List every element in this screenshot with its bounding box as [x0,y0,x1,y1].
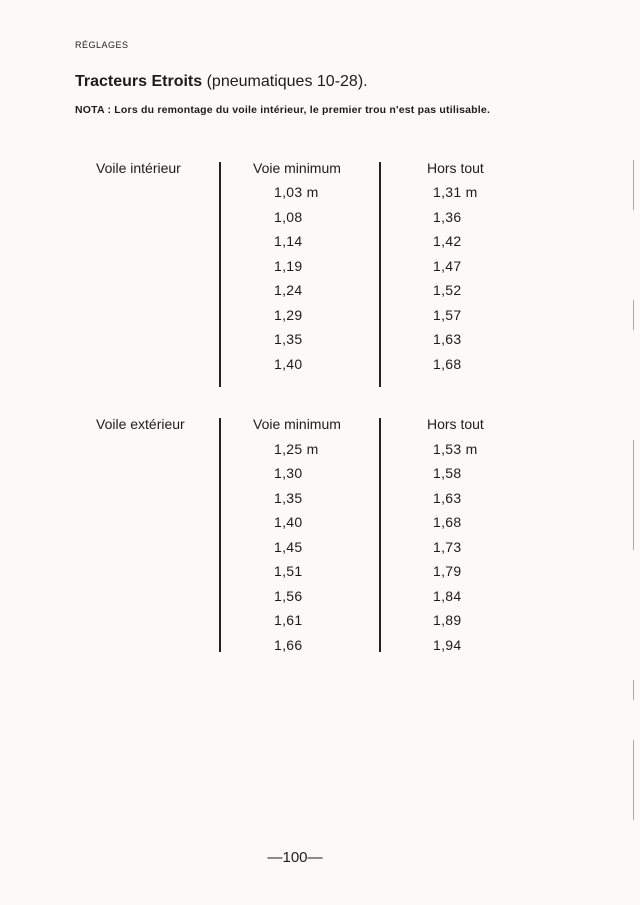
table-cell: 1,40 [274,356,303,372]
table-cell: 1,42 [433,233,462,249]
table-cell: 1,14 [274,233,303,249]
table-cell: 1,31 m [433,184,478,200]
table-divider [379,418,381,652]
table-cell: 1,61 [274,612,303,628]
scan-edge-mark [633,300,634,330]
table-cell: 1,35 [274,331,303,347]
table-label-outer: Voile extérieur [96,416,185,432]
table-cell: 1,63 [433,331,462,347]
table-cell: 1,24 [274,282,303,298]
table-cell: 1,08 [274,209,303,225]
table-divider [219,162,221,387]
table-cell: 1,57 [433,307,462,323]
table-cell: 1,68 [433,356,462,372]
scan-edge-mark [633,440,634,550]
table-cell: 1,47 [433,258,462,274]
table-cell: 1,89 [433,612,462,628]
table-cell: 1,52 [433,282,462,298]
section-title [75,73,368,91]
column-header-hors-tout: Hors tout [427,160,484,176]
table-cell: 1,63 [433,490,462,506]
table-cell: 1,84 [433,588,462,604]
table-cell: 1,40 [274,514,303,530]
column-header-voie-minimum: Voie minimum [253,416,341,432]
table-cell: 1,79 [433,563,462,579]
column-header-voie-minimum: Voie minimum [253,160,341,176]
page-number: —100— [267,849,323,866]
table-cell: 1,03 m [274,184,319,200]
table-cell: 1,30 [274,465,303,481]
table-cell: 1,19 [274,258,303,274]
scan-edge-mark [633,680,634,700]
title-bold: Tracteurs Etroits [75,73,203,90]
scan-edge-mark [633,160,634,210]
table-cell: 1,35 [274,490,303,506]
page-header: RÉGLAGES [75,40,129,50]
table-cell: 1,25 m [274,441,319,457]
table-divider [219,418,221,652]
table-cell: 1,66 [274,637,303,653]
table-cell: 1,68 [433,514,462,530]
table-cell: 1,73 [433,539,462,555]
table-cell: 1,94 [433,637,462,653]
table-cell: 1,53 m [433,441,478,457]
table-cell: 1,51 [274,563,303,579]
table-cell: 1,56 [274,588,303,604]
table-cell: 1,29 [274,307,303,323]
table-cell: 1,45 [274,539,303,555]
column-header-hors-tout: Hors tout [427,416,484,432]
scan-edge-mark [633,740,634,820]
table-cell: 1,36 [433,209,462,225]
table-cell: 1,58 [433,465,462,481]
table-label-inner: Voile intérieur [96,160,181,176]
table-divider [379,162,381,387]
title-rest: (pneumatiques 10-28). [202,73,368,90]
nota-text: NOTA : Lors du remontage du voile intérieur, le premier trou n'est pas utilisable. [75,104,491,116]
